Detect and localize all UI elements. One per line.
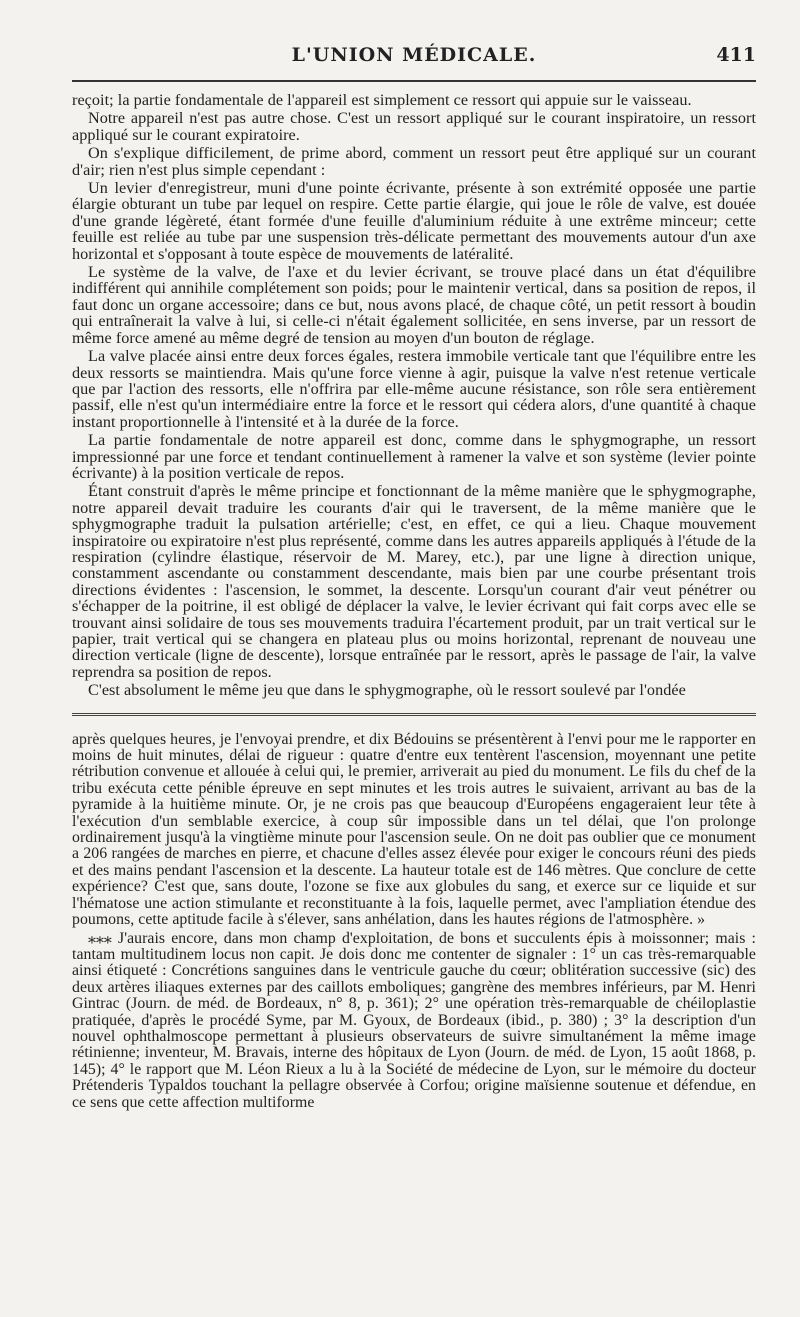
paragraph: après quelques heures, je l'envoyai prendre, et dix Bédouins se présentèrent à l'envi pour me le rapporter en moins de huit minutes, délai de rigueur : quatre d'entre eux tentèrent l'ascension, moyennant une petite rétribution convenue et allouée à celui qui, le premier, arriverait au pied du monument. Le fils du chef de la tribu exécuta cette pénible épreuve en sept minutes et les trois autres le suivaient, arrivant au bas de la pyramide à la huitième minute. Or, je ne crois pas que beaucoup d'Européens engageraient leur tête à l'exécution d'un semblable exercice, à coup sûr impossible dans un tel délai, que l'on prolonge ordinairement jusqu'à la vingtième minute pour l'ascension seule. On ne doit pas oublier que ce monument a 206 rangées de marches en pierre, et chacune d'elles assez élevée pour exiger le concours réuni des pieds et des mains pendant l'ascension et la descente. La hauteur totale est de 146 mètres. Que conclure de cette expérience? C'est que, sans doute, l'ozone se fixe aux globules du sang, et exerce sur ce liquide et sur l'hématose une action stimulante et reconstituante à la fois, laquelle permet, avec l'ampliation étendue des poumons, cette aptitude facile à s'élever, sans anhélation, dans les hautes régions de l'atmosphère. » [72, 730, 756, 929]
paragraph: Notre appareil n'est pas autre chose. C'est un ressort appliqué sur le courant inspiratoire, un ressort appliqué sur le courant expiratoire. [72, 109, 756, 144]
paragraph: Le système de la valve, de l'axe et du levier écrivant, se trouve placé dans un état d'équilibre indifférent qui annihile complétement son poids; pour le maintenir vertical, dans sa position de repos, il faut donc un organe accessoire; dans ce but, nous avons placé, de chaque côté, un petit ressort à boudin qui entraînerait la valve à lui, si celle-ci n'était également sollicitée, en sens inverse, par un ressort de même force amené au même degré de tension au moyen d'un bouton de réglage. [72, 263, 756, 347]
running-header [72, 44, 756, 74]
paragraph: Étant construit d'après le même principe et fonctionnant de la même manière que le sphygmographe, notre appareil devait traduire les courants d'air qui le traversent, de la même manière que le sphygmographe traduit la pulsation artérielle; c'est, en effet, ce qui a lieu. Chaque mouvement inspiratoire ou expiratoire n'est plus représenté, comme dans les autres appareils appliqués à l'étude de la respiration (cylindre élastique, réservoir de M. Marey, etc.), par une ligne à direction unique, constamment ascendante ou constamment descendante, mais bien par une courbe présentant trois directions évidentes : l'ascension, le sommet, la descente. Lorsqu'un courant d'air veut pénétrer ou s'échapper de la poitrine, il est obligé de déplacer la valve, le levier écrivant qui fait corps avec elle se trouvant ainsi solidaire de tous ses mouvements traduira l'écartement produit, par un trait vertical sur le papier, trait vertical qui se changera en plateau plus ou moins horizontal, reprenant de nouveau une direction verticale (ligne de descente), lorsque entraînée par le ressort, après le passage de l'air, la valve reprendra sa position de repos. [72, 482, 756, 681]
journal-title: L'UNION MÉDICALE. [291, 44, 537, 66]
paragraph: La partie fondamentale de notre appareil est donc, comme dans le sphygmographe, un ressort impressionné par une force et tendant continuellement à ramener la valve et son système (levier pointe écrivante) à la position verticale de repos. [72, 431, 756, 482]
paragraph: On s'explique difficilement, de prime abord, comment un ressort peut être appliqué sur un courant d'air; rien n'est plus simple cependant : [72, 144, 756, 179]
paragraph: ⁎⁎⁎ J'aurais encore, dans mon champ d'exploitation, de bons et succulents épis à moissonner; mais : tantam multitudinem locus non capit. Je dois donc me contenter de signaler : 1° un cas très-remarquable ainsi étiqueté : Concrétions sanguines dans le ventricule gauche du cœur; oblitération successive (sic) des deux artères iliaques externes par des caillots emboliques; gangrène des membres inférieurs, par M. Henri Gintrac (Journ. de méd. de Bordeaux, n° 8, p. 361); 2° une opération très-remarquable de chéiloplastie pratiquée, d'après le procédé Syme, par M. Gyoux, de Bordeaux (ibid., p. 380) ; 3° la description d'un nouvel ophthalmoscope permettant à plusieurs observateurs de suivre simultanément la même image rétinienne; inventeur, M. Bravais, interne des hôpitaux de Lyon (Journ. de méd. de Lyon, 15 août 1868, p. 145); 4° le rapport que M. Léon Rieux a lu à la Société de médecine de Lyon, sur le mémoire du docteur Prétenderis Typaldos touchant la pellagre observée à Corfou; origine maïsienne soutenue et défendue, en ce sens que cette affection multiforme [72, 929, 756, 1111]
feuilleton-separator [72, 713, 756, 716]
feuilleton-body [72, 732, 756, 1111]
page-number: 411 [716, 44, 756, 66]
paragraph: La valve placée ainsi entre deux forces égales, restera immobile verticale tant que l'équilibre entre les deux ressorts se maintiendra. Mais qu'une force vienne à agir, puisque la valve n'est retenue verticale que par l'action des ressorts, elle n'offrira par elle-même aucune résistance, son rôle sera entièrement passif, elle n'est qu'un intermédiaire entre la force et le ressort qui cédera alors, d'une quantité à chaque instant proportionnelle à l'intensité et à la durée de la force. [72, 347, 756, 431]
paragraph: Un levier d'enregistreur, muni d'une pointe écrivante, présente à son extrémité opposée une partie élargie obturant un tube par lequel on respire. Cette partie élargie, qui joue le rôle de valve, est douée d'une grande légèreté, étant formée d'une feuille d'aluminium réduite à une extrême minceur; cette feuille est reliée au tube par une suspension très-délicate permettant des mouvements autour d'un axe horizontal et s'opposant à toute espèce de mouvements de latéralité. [72, 179, 756, 263]
header-rule [72, 80, 756, 82]
paragraph: C'est absolument le même jeu que dans le sphygmographe, où le ressort soulevé par l'ondée [88, 681, 686, 700]
article-body [72, 92, 756, 699]
paragraph: reçoit; la partie fondamentale de l'appareil est simplement ce ressort qui appuie sur le vaisseau. [72, 91, 692, 109]
